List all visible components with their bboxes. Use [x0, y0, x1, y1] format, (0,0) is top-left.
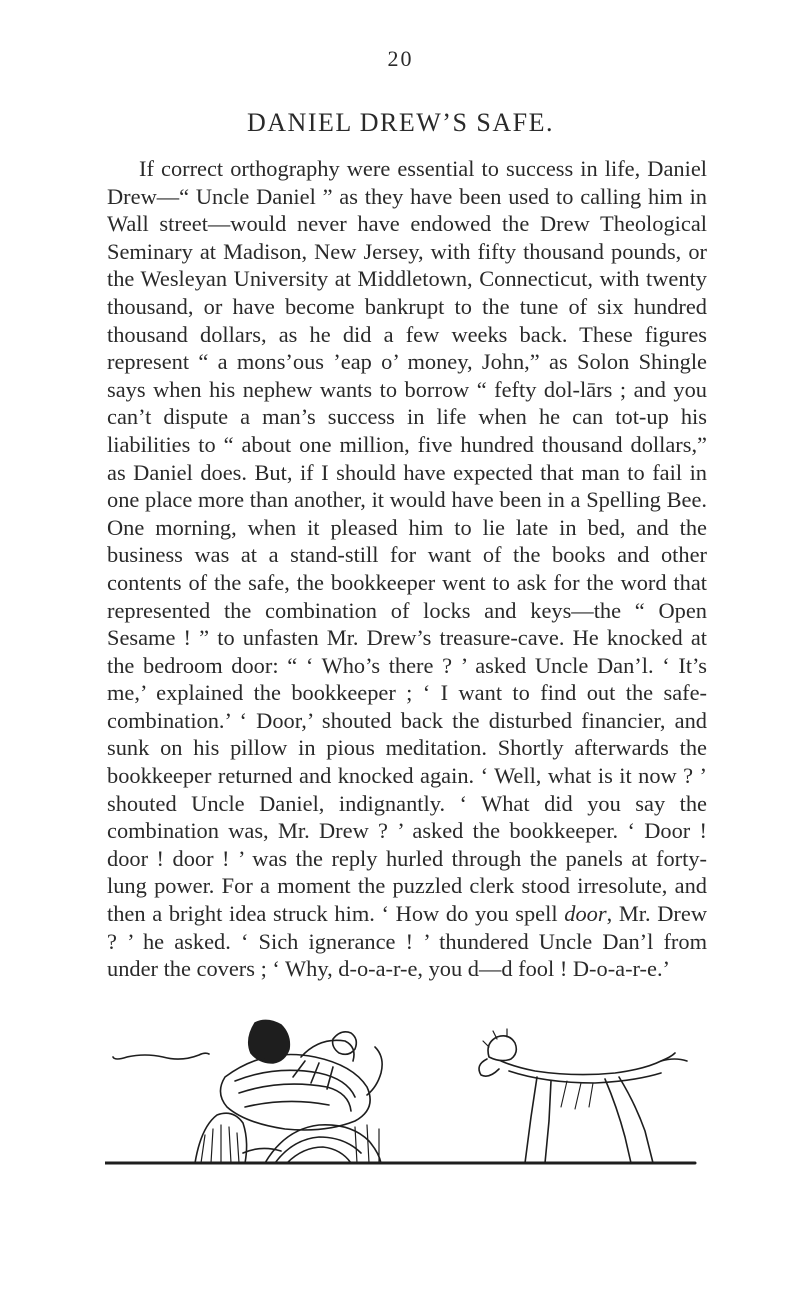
left-flourish	[113, 1053, 209, 1059]
body-text-part-1: If correct orthography were essential to success in life, Daniel Drew—“ Uncle Daniel ” as they have been used to calling him in Wall street—would never have endowed the Drew Theological Seminary at Madison, New Jersey, with fifty thousand pounds, or the Wesleyan University at Middletown, Connecticut, with twenty thousand, or have become bankrupt to the tune of six hundred thousand dollars, as he did a few weeks back. These figures represent “ a mons’ous ’eap o’ money, John,” as Solon Shingle says when his nephew wants to borrow “ fefty dol-lārs ; and you can’t dispute a man’s success in life when he can tot-up his liabilities to “ about one million, five hundred thousand dollars,” as Daniel does. But, if I should have expected that man to fail in one place more than another, it would have been in a Spelling Bee. One morning, when it pleased him to lie late in bed, and the business was at a stand-still for want of the books and other contents of the safe, the bookkeeper went to ask for the word that represented the combination of locks and keys—the “ Open Sesame ! ” to unfasten Mr. Drew’s treasure-cave. He knocked at the bedroom door: “ ‘ Who’s there ? ’ asked Uncle Dan’l. ‘ It’s me,’ explained the bookkeeper ; ‘ I want to find out the safe-combination.’ ‘ Door,’ shouted back the disturbed financier, and sunk on his pillow in pious meditation. Shortly afterwards the bookkeeper returned and knocked again. ‘ Well, what is it now ? ’ shouted Uncle Daniel, indignantly. ‘ What did you say the combination was, Mr. Drew ? ’ asked the bookkeeper. ‘ Door ! door ! door ! ’ was the reply hurled through the panels at forty-lung power. For a moment the puzzled clerk stood irresolute, and then a bright idea struck him. ‘ How do you spell	[107, 156, 707, 927]
body-text-part-2: , Mr. Drew ? ’ he asked. ‘ Sich ignerance ! ’ thundered Uncle Dan’l from under the covers ; ‘ Why, d-o-a-r-e, you d—d fool ! D-o-a-r-e.’	[107, 901, 707, 982]
page-number: 20	[387, 46, 414, 71]
italic-word-door: door	[564, 901, 607, 927]
bending-figure-group	[479, 1029, 687, 1163]
engraving-illustration	[105, 1017, 713, 1167]
tumbling-figure-group	[195, 1020, 382, 1163]
body-paragraph	[107, 155, 707, 983]
chapter-title: DANIEL DREW’S SAFE.	[246, 108, 555, 137]
